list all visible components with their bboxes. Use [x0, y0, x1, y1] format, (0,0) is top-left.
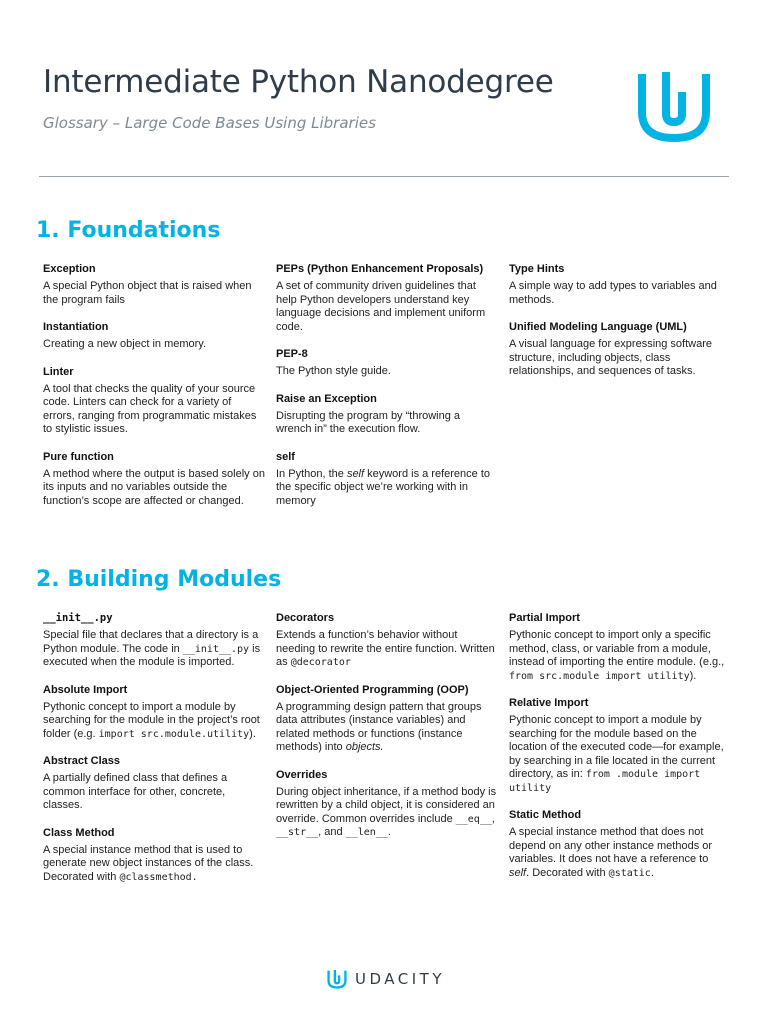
term-instantiation: [43, 320, 265, 352]
term-title: Pure function: [43, 450, 114, 463]
term-self: [276, 450, 498, 509]
modules-column-2: [276, 611, 498, 853]
foundations-column-2: [276, 262, 498, 521]
modules-column-1: [43, 611, 265, 897]
term-definition: Special file that declares that a directory is a Python module. The code in __init__.py is executed when the module is imported.: [43, 629, 261, 668]
term-exception: [43, 262, 265, 307]
term-definition: Disrupting the program by “throwing a wrench in” the execution flow.: [276, 409, 461, 435]
term-title: Exception: [43, 263, 96, 275]
term-title: Type Hints: [509, 263, 565, 275]
term-relative-import: [509, 696, 731, 795]
term-title: PEP-8: [276, 348, 308, 360]
header-divider: [39, 176, 729, 177]
modules-column-3: [509, 611, 731, 893]
term-raise-exception: [276, 392, 498, 437]
term-definition: A programming design pattern that groups data attributes (instance variables) and related methods or functions (instance methods) into objects.: [276, 700, 482, 753]
term-definition: A set of community driven guidelines that help Python developers understand key language decisions and implement uniform code.: [276, 280, 486, 333]
term-definition: A simple way to add types to variables and methods.: [509, 280, 717, 306]
term-definition: A method where the output is based solely on its inputs and no variables outside the function’s scope are affected or changed.: [43, 467, 265, 507]
foundations-column-1: [43, 262, 265, 521]
term-definition: A partially defined class that defines a common interface for other, concrete, classes.: [43, 772, 228, 811]
term-title: Class Method: [43, 826, 115, 839]
term-definition: A visual language for expressing software structure, including objects, class relationships, and sequences of tasks.: [509, 338, 713, 377]
udacity-logo-icon: [636, 68, 712, 144]
term-definition: The Python style guide.: [276, 365, 391, 377]
term-title: Instantiation: [43, 321, 109, 333]
term-title: Overrides: [276, 768, 328, 781]
term-definition: A special Python object that is raised when the program fails: [43, 280, 252, 306]
term-title: Absolute Import: [43, 683, 128, 696]
term-title: Static Method: [509, 809, 582, 821]
term-overrides: [276, 768, 498, 840]
term-init-py: [43, 611, 265, 670]
footer-brand: [327, 968, 445, 990]
term-abstract-class: [43, 754, 265, 813]
term-definition: In Python, the self keyword is a reference to the specific object we’re working with in memory: [276, 467, 491, 507]
term-title: Object-Oriented Programming (OOP): [276, 683, 469, 696]
term-title: Abstract Class: [43, 755, 121, 767]
term-type-hints: [509, 262, 731, 307]
term-static-method: [509, 808, 731, 880]
term-uml: [509, 320, 731, 379]
footer-brand-text: UDACITY: [355, 970, 445, 988]
page-subtitle: Glossary – Large Code Bases Using Libraries: [43, 114, 376, 132]
term-definition: A special instance method that does not depend on any other instance methods or variables. It does not have a reference to self. Decorated with @static.: [509, 826, 713, 879]
section-heading-building-modules: 2. Building Modules: [36, 567, 282, 592]
term-title: Raise an Exception: [276, 392, 377, 405]
term-title: Relative Import: [509, 697, 589, 709]
term-title: Partial Import: [509, 612, 580, 624]
term-pep8: [276, 347, 498, 379]
term-definition: During object inheritance, if a method body is rewritten by a child object, it is considered an override. Common overrides include __eq__, __str__, and __len__.: [276, 785, 497, 838]
term-definition: Pythonic concept to import a module by searching for the module based on the location of the executed code—for example, by searching in a file located in the current directory, as in: from .module import utility: [509, 714, 724, 794]
section-heading-foundations: 1. Foundations: [36, 218, 221, 243]
term-definition: Pythonic concept to import a module by searching for the module in the project’s root folder (e.g. import src.module.utility).: [43, 700, 260, 740]
term-title: PEPs (Python Enhancement Proposals): [276, 263, 484, 275]
term-title: self: [276, 450, 295, 463]
term-linter: [43, 365, 265, 437]
term-title: Unified Modeling Language (UML): [509, 321, 687, 333]
udacity-small-logo-icon: [327, 968, 347, 990]
foundations-column-3: [509, 262, 731, 392]
term-absolute-import: [43, 683, 265, 742]
term-title: Decorators: [276, 612, 335, 624]
term-title: __init__.py: [43, 612, 113, 624]
term-definition: Extends a function’s behavior without needing to rewrite the entire function. Written as @decorator: [276, 629, 495, 668]
term-decorators: [276, 611, 498, 670]
term-partial-import: [509, 611, 731, 683]
term-definition: Pythonic concept to import only a specific method, class, or variable from a module, instead of importing the entire module. (e.g., from src.module import utility).: [509, 629, 725, 682]
document-header: [43, 64, 643, 132]
term-definition: A tool that checks the quality of your source code. Linters can check for a variety of errors, ranging from programmatic mistakes to stylistic issues.: [43, 382, 257, 435]
term-definition: A special instance method that is used to generate new object instances of the class. Decorated with @classmethod.: [43, 843, 254, 883]
term-title: Linter: [43, 365, 74, 378]
term-oop: [276, 683, 498, 755]
term-definition: Creating a new object in memory.: [43, 338, 207, 350]
term-pure-function: [43, 450, 265, 509]
term-class-method: [43, 826, 265, 885]
term-peps: [276, 262, 498, 334]
page-title: Intermediate Python Nanodegree: [43, 64, 554, 100]
